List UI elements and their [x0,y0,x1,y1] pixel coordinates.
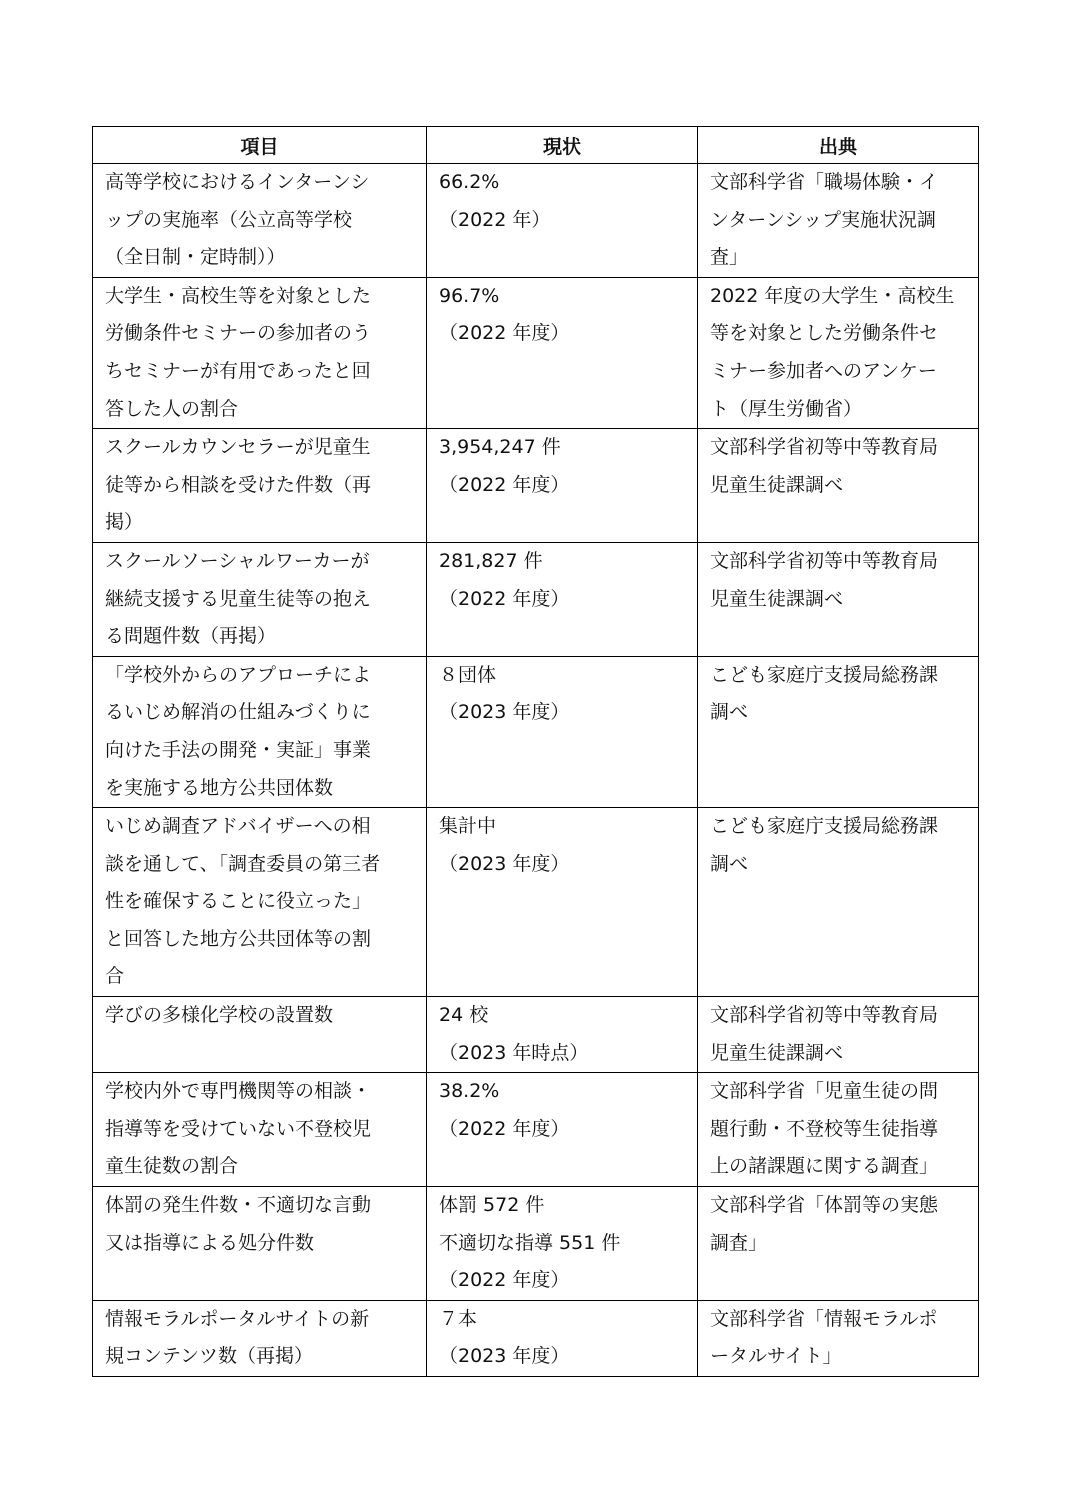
source-cell-line: 題行動・不登校等生徒指導 [710,1117,939,1140]
status-cell-line: 66.2% [439,171,500,193]
item-cell [93,429,427,543]
item-cell-line: 徒等から相談を受けた件数（再 [105,473,372,496]
item-cell [93,1187,427,1301]
source-cell-line: 調べ [710,852,749,875]
table-row [93,542,979,656]
header-status: 現状 [427,127,698,164]
table-row [93,164,979,278]
status-cell [427,429,698,543]
status-cell-line: 96.7% [439,284,500,307]
item-cell-line: 継続支援する児童生徒等の抱え [105,587,372,610]
item-cell-line: スクールソーシャルワーカーが [105,549,370,572]
status-cell-line: 24 校 [439,1004,489,1027]
source-cell-line: 査」 [710,246,749,269]
status-cell-line: （2022 年度） [439,1269,570,1292]
source-cell [698,997,979,1073]
table-row [93,808,979,997]
source-cell [698,429,979,543]
item-cell [93,1073,427,1187]
status-cell [427,542,698,656]
status-cell-line: （2022 年度） [439,587,570,610]
status-cell-line: （2023 年度） [439,852,570,875]
table-row [93,1300,979,1376]
status-cell-line: ８団体 [439,663,497,686]
item-cell [93,997,427,1073]
table-row [93,1187,979,1301]
item-cell-line: るいじめ解消の仕組みづくりに [105,701,371,724]
table-row [93,1073,979,1187]
source-cell-line: 等を対象とした労働条件セ [710,322,939,345]
item-cell-line: 童生徒数の割合 [105,1155,239,1178]
source-cell-line: 文部科学省初等中等教育局 [710,549,939,572]
status-cell-line: （2022 年度） [439,322,570,345]
source-cell-line: 文部科学省初等中等教育局 [710,436,939,459]
item-cell-line: 学びの多様化学校の設置数 [105,1004,334,1027]
item-cell-line: 答した人の割合 [105,397,239,420]
source-cell-line: ンターンシップ実施状況調 [710,208,937,231]
indicator-table-container [92,126,978,1377]
status-cell-line: 38.2% [439,1080,500,1103]
status-cell-line: （2023 年時点） [439,1041,589,1064]
source-cell [698,1073,979,1187]
source-cell [698,1187,979,1301]
status-cell-line: 281,827 件 [439,549,543,572]
status-cell-line: 不適切な指導 551 件 [439,1231,621,1254]
indicator-table [92,126,979,1377]
table-row [93,656,979,807]
source-cell-line: ミナー参加者へのアンケー [710,359,937,382]
item-cell-line: いじめ調査アドバイザーへの相 [105,815,371,838]
item-cell-line: と回答した地方公共団体等の割 [105,927,372,950]
status-cell [427,164,698,278]
status-cell-line: （2023 年度） [439,701,570,724]
status-cell [427,997,698,1073]
item-cell-line: （全日制・定時制）） [105,246,286,269]
status-cell-line: 3,954,247 件 [439,436,561,459]
item-cell [93,164,427,278]
source-cell-line: 調べ [710,701,749,724]
item-cell-line: 指導等を受けていない不登校児 [105,1117,372,1140]
status-cell-line: 集計中 [439,815,497,838]
status-cell-line: ７本 [439,1307,478,1330]
source-cell-line: 児童生徒課調べ [710,1041,844,1064]
item-cell-line: ちセミナーが有用であったと回 [105,359,371,382]
item-cell-line: 大学生・高校生等を対象とした [105,284,372,307]
table-row [93,277,979,428]
item-cell-line: 規コンテンツ数（再掲） [105,1345,314,1368]
source-cell-line: 文部科学省初等中等教育局 [710,1004,939,1027]
source-cell-line: こども家庭庁支援局総務課 [710,663,939,686]
source-cell-line: ト（厚生労働省） [710,397,863,420]
source-cell-line: 児童生徒課調べ [710,473,844,496]
source-cell-line: 2022 年度の大学生・高校生 [710,284,955,307]
status-cell [427,808,698,997]
item-cell-line: 掲） [105,511,144,534]
source-cell [698,656,979,807]
status-cell-line: 体罰 572 件 [439,1194,545,1217]
item-cell-line: 情報モラルポータルサイトの新 [105,1307,370,1330]
item-cell-line: 高等学校におけるインターンシ [105,171,370,193]
item-cell-line: 合 [105,965,125,988]
item-cell-line: 又は指導による処分件数 [105,1231,315,1254]
status-cell-line: （2023 年度） [439,1345,570,1368]
table-body [93,164,979,1377]
status-cell-line: （2022 年） [439,208,551,231]
header-item: 項目 [93,127,427,164]
item-cell-line: 性を確保することに役立った」 [105,890,372,913]
source-cell-line: 調査」 [710,1231,768,1254]
item-cell [93,542,427,656]
table-row [93,997,979,1073]
status-cell-line: （2022 年度） [439,1117,570,1140]
status-cell [427,277,698,428]
item-cell-line: 体罰の発生件数・不適切な言動 [105,1194,372,1217]
source-cell [698,164,979,278]
item-cell-line: を実施する地方公共団体数 [105,776,334,799]
status-cell [427,1073,698,1187]
header-source: 出典 [698,127,979,164]
item-cell-line: 学校内外で専門機関等の相談・ [105,1080,372,1103]
table-row [93,429,979,543]
source-cell [698,808,979,997]
item-cell-line: る問題件数（再掲） [105,625,277,648]
source-cell-line: 上の諸課題に関する調査」 [710,1155,939,1178]
item-cell-line: 「学校外からのアプローチによ [105,663,372,686]
source-cell-line: こども家庭庁支援局総務課 [710,815,939,838]
item-cell [93,1300,427,1376]
table-header-row [93,127,979,164]
source-cell-line: 文部科学省「体罰等の実態 [710,1194,939,1217]
item-cell-line: ップの実施率（公立高等学校 [105,208,353,231]
status-cell-line: （2022 年度） [439,473,570,496]
item-cell-line: 談を通して、「調査委員の第三者 [105,852,381,875]
source-cell-line: 文部科学省「児童生徒の問 [710,1080,939,1103]
item-cell [93,656,427,807]
status-cell [427,1187,698,1301]
source-cell [698,1300,979,1376]
source-cell-line: 文部科学省「情報モラルポ [710,1307,938,1330]
source-cell [698,277,979,428]
item-cell [93,277,427,428]
source-cell-line: ータルサイト」 [710,1345,842,1368]
item-cell-line: スクールカウンセラーが児童生 [105,436,371,459]
status-cell [427,656,698,807]
item-cell-line: 向けた手法の開発・実証」事業 [105,738,372,761]
item-cell [93,808,427,997]
source-cell [698,542,979,656]
item-cell-line: 労働条件セミナーの参加者のう [105,322,372,345]
status-cell [427,1300,698,1376]
source-cell-line: 文部科学省「職場体験・イ [710,171,939,193]
source-cell-line: 児童生徒課調べ [710,587,844,610]
